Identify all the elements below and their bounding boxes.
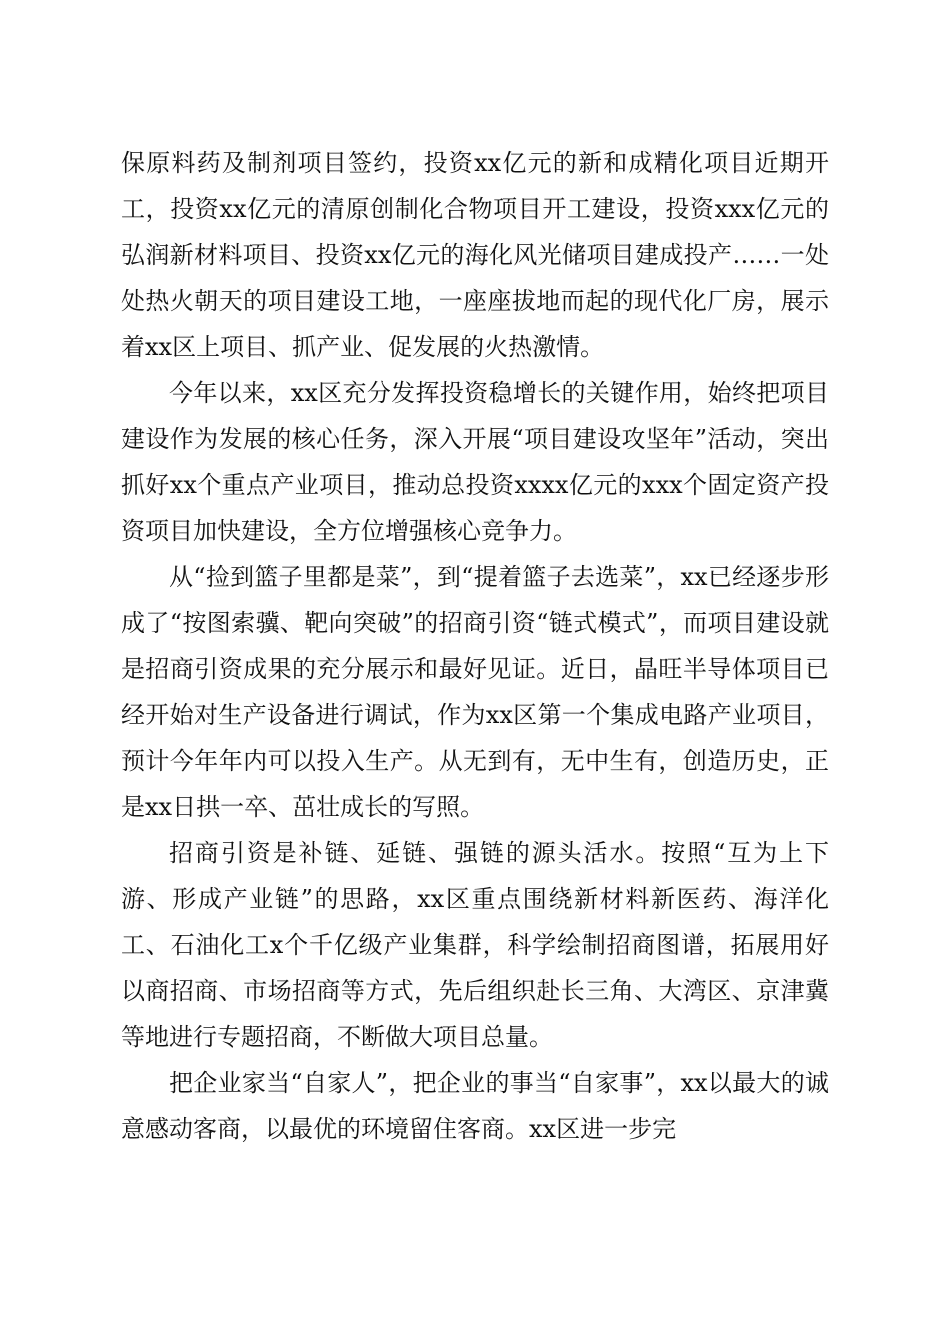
paragraph-3: 从“捡到篮子里都是菜”，到“提着篮子去选菜”，xx已经逐步形成了“按图索骥、靶向突破”的招商引资“链式模式”，而项目建设就是招商引资成果的充分展示和最好见证。近日，晶旺半导体项目已经开始对生产设备进行调试，作为xx区第一个集成电路产业项目，预计今年年内可以投入生产。从无到有，无中生有，创造历史，正是xx日拱一卒、茁壮成长的写照。: [121, 563, 829, 821]
paragraph-1: 保原料药及制剂项目签约，投资xx亿元的新和成精化项目近期开工，投资xx亿元的清原创制化合物项目开工建设，投资xxx亿元的弘润新材料项目、投资xx亿元的海化风光储项目建成投产……一处处热火朝天的项目建设工地，一座座拔地而起的现代化厂房，展示着xx区上项目、抓产业、促发展的火热激情。: [121, 149, 829, 361]
paragraph-5: 把企业家当“自家人”，把企业的事当“自家事”，xx以最大的诚意感动客商，以最优的环境留住客商。xx区进一步完: [121, 1069, 829, 1143]
body-text: [121, 140, 829, 1152]
paragraph-4: 招商引资是补链、延链、强链的源头活水。按照“互为上下游、形成产业链”的思路，xx区重点围绕新材料新医药、海洋化工、石油化工x个千亿级产业集群，科学绘制招商图谱，拓展用好以商招商、市场招商等方式，先后组织赴长三角、大湾区、京津冀等地进行专题招商，不断做大项目总量。: [121, 839, 829, 1051]
paragraph-2: 今年以来，xx区充分发挥投资稳增长的关键作用，始终把项目建设作为发展的核心任务，深入开展“项目建设攻坚年”活动，突出抓好xx个重点产业项目，推动总投资xxxx亿元的xxx个固定资产投资项目加快建设，全方位增强核心竞争力。: [121, 379, 829, 545]
